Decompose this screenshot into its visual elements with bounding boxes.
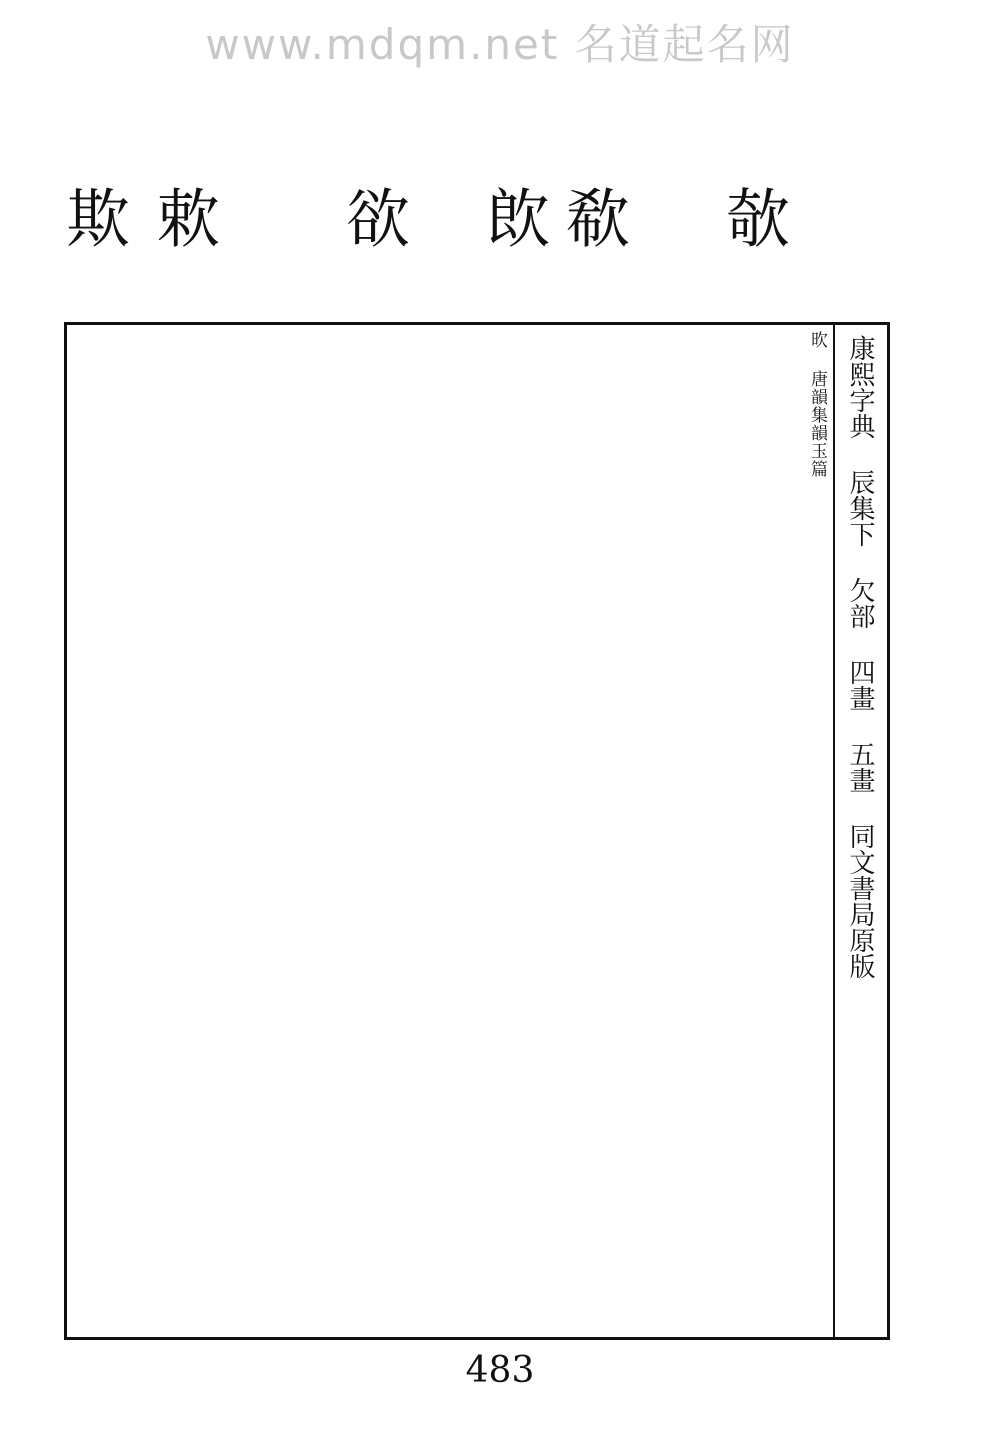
seal-character-6: 欹 bbox=[715, 185, 789, 253]
seal-character-5: 欷 bbox=[555, 185, 629, 253]
text-column: 欥 唐韻集韻玉篇 bbox=[807, 331, 827, 478]
dictionary-body bbox=[73, 331, 827, 1331]
page-frame bbox=[64, 322, 890, 1340]
book-title: 康熙字典 bbox=[845, 335, 875, 439]
seal-character-2: 欶 bbox=[145, 185, 219, 253]
publisher-label: 同文書局原版 bbox=[845, 823, 875, 979]
collection-label: 辰集下 bbox=[845, 469, 875, 547]
seal-character-3: 欲 bbox=[335, 185, 409, 253]
page-header bbox=[833, 325, 887, 1337]
page-number: 483 bbox=[465, 1350, 535, 1391]
watermark: www.mdqm.net 名道起名网 bbox=[205, 20, 795, 69]
seal-character-1: 欺 bbox=[55, 185, 129, 253]
seal-character-4: 欴 bbox=[475, 185, 549, 253]
radical-label: 欠部 bbox=[845, 577, 875, 629]
stroke-label-a: 四畫 bbox=[845, 659, 875, 711]
stroke-label-b: 五畫 bbox=[845, 741, 875, 793]
